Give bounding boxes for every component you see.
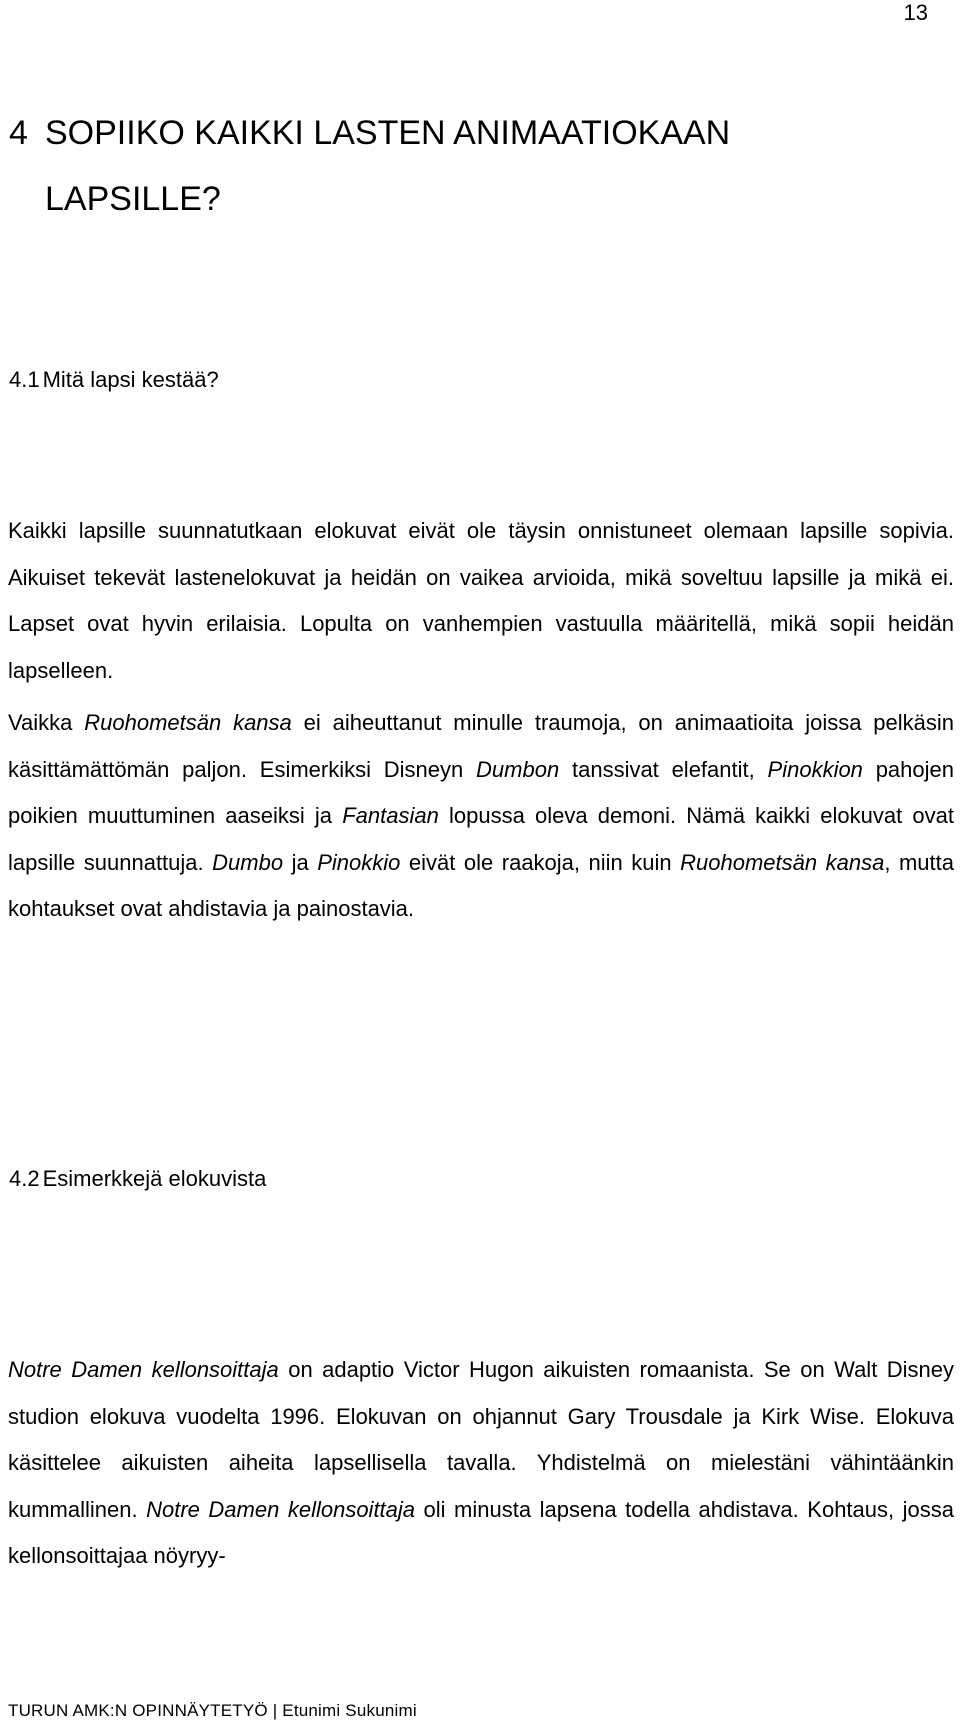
film-title: Notre Damen kellonsoittaja xyxy=(146,1496,416,1522)
text-run: Vaikka xyxy=(8,710,85,735)
text-run: eivät ole raakoja, niin kuin xyxy=(400,849,681,875)
page-footer: TURUN AMK:N OPINNÄYTETYÖ | Etunimi Sukunimi xyxy=(8,1701,417,1720)
text-run: lopussa oleva demoni. Nämä kaikki elokuvat ovat lapsille suunnattuja. xyxy=(8,803,954,875)
text-run: , mutta kohtaukset ovat ahdistavia ja painostavia. xyxy=(8,849,955,921)
section-number: 4.1 xyxy=(9,367,40,392)
page-number: 13 xyxy=(903,0,928,25)
chapter-number: 4 xyxy=(9,114,28,152)
text-run: on adaptio Victor Hugon aikuisten romaanista. Se on Walt Disney studion elokuva vuodelta 1996. Elokuvan on ohjannut Gary Trousdale ja Kirk Wise. Elokuva käsittelee aikuisten aiheita lapsellisella tavalla. Yhdistelmä on mielestäni vähintäänkin kummallinen. xyxy=(8,1357,954,1522)
text-run: pahojen poikien muuttuminen aaseiksi ja xyxy=(8,756,954,828)
text-run: oli minusta lapsena todella ahdistava. Kohtaus, jossa kellonsoittajaa nöyryy- xyxy=(8,1496,954,1568)
film-title: Pinokkion xyxy=(767,756,863,782)
paragraph-scary-animations xyxy=(8,700,954,933)
section-title: Esimerkkejä elokuvista xyxy=(42,1166,267,1191)
film-title: Fantasian xyxy=(342,803,439,828)
text-run: tanssivat elefantit, xyxy=(559,756,768,782)
film-title: Notre Damen kellonsoittaja xyxy=(8,1357,279,1382)
chapter-title: SOPIIKO KAIKKI LASTEN ANIMAATIOKAAN LAPSILLE? xyxy=(45,114,731,218)
film-title: Dumbo xyxy=(212,849,284,875)
paragraph-notre-dame xyxy=(8,1347,954,1580)
text-run: ei aiheuttanut minulle traumoja, on animaatioita joissa pelkäsin käsittämättömän paljon. Esimerkiksi Disneyn xyxy=(8,710,954,782)
film-title: Ruohometsän kansa xyxy=(84,710,292,735)
text-run: ja xyxy=(283,849,318,875)
section-title: Mitä lapsi kestää? xyxy=(42,367,219,392)
film-title: Dumbon xyxy=(476,756,560,782)
chapter-heading xyxy=(9,100,805,232)
section-number: 4.2 xyxy=(9,1166,40,1191)
paragraph-children-suitability: Kaikki lapsille suunnatutkaan elokuvat eivät ole täysin onnistuneet olemaan lapsille sopivia. Aikuiset tekevät lastenelokuvat ja heidän on vaikea arvioida, mikä soveltuu lapsille ja mikä ei. Lapset ovat hyvin erilaisia. Lopulta on vanhempien vastuulla määritellä, mikä sopii heidän lapselleen. xyxy=(8,518,954,683)
film-title: Ruohometsän kansa xyxy=(680,849,885,875)
section-heading-4-2 xyxy=(9,1166,266,1192)
film-title: Pinokkio xyxy=(317,849,401,875)
section-heading-4-1 xyxy=(9,367,219,393)
